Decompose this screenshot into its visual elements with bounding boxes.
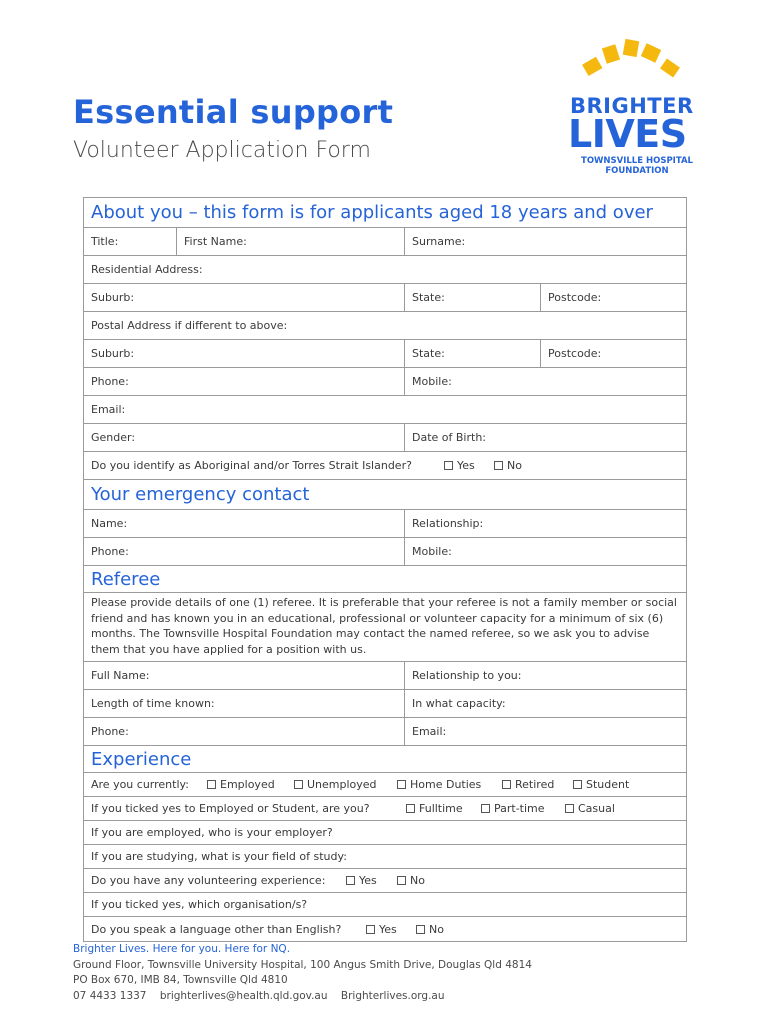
currently-label: Are you currently: <box>91 778 189 791</box>
title-field[interactable]: Title: <box>84 228 177 255</box>
email-field[interactable]: Email: <box>91 403 126 416</box>
postcode-field[interactable]: Postcode: <box>548 291 602 304</box>
study-row <box>84 845 686 869</box>
option-home-duties[interactable]: Home Duties <box>397 778 481 791</box>
checkbox-icon <box>294 780 303 789</box>
study-field[interactable]: If you are studying, what is your field of study: <box>91 850 347 863</box>
option-student[interactable]: Student <box>573 778 629 791</box>
postal-suburb-row <box>84 340 686 368</box>
organisations-row <box>84 893 686 917</box>
referee-phone-field[interactable]: Phone: <box>84 718 405 745</box>
checkbox-icon <box>406 804 415 813</box>
checkbox-icon <box>397 780 406 789</box>
postal-postcode-field[interactable]: Postcode: <box>548 347 602 360</box>
checkbox-icon <box>573 780 582 789</box>
emergency-name-field[interactable]: Name: <box>84 510 405 537</box>
gender-field[interactable]: Gender: <box>84 424 405 451</box>
state-field[interactable]: State: <box>405 284 541 311</box>
referee-relationship-field[interactable]: Relationship to you: <box>412 669 522 682</box>
suburb-field[interactable]: Suburb: <box>84 284 405 311</box>
phone-row <box>84 368 686 396</box>
atsi-question: Do you identify as Aboriginal and/or Torres Strait Islander? <box>91 459 412 472</box>
ticked-row <box>84 797 686 821</box>
atsi-yes-option[interactable]: Yes <box>444 459 475 472</box>
checkbox-icon <box>502 780 511 789</box>
footer-tagline: Brighter Lives. Here for you. Here for NQ. <box>73 943 291 955</box>
phone-field[interactable]: Phone: <box>84 368 405 395</box>
checkbox-icon <box>481 804 490 813</box>
checkbox-icon <box>494 461 503 470</box>
employer-row <box>84 821 686 845</box>
checkbox-icon <box>416 925 425 934</box>
surname-field[interactable]: Surname: <box>412 235 466 248</box>
gender-row <box>84 424 686 452</box>
language-no-option[interactable]: No <box>416 923 444 936</box>
language-row <box>84 917 686 941</box>
volunteer-no-option[interactable]: No <box>397 874 425 887</box>
volunteer-label: Do you have any volunteering experience: <box>91 874 326 887</box>
footer-email[interactable]: brighterlives@health.qld.gov.au <box>159 989 328 1002</box>
option-retired[interactable]: Retired <box>502 778 554 791</box>
suburb-row <box>84 284 686 312</box>
option-part-time[interactable]: Part-time <box>481 802 545 815</box>
referee-phone-row <box>84 718 686 746</box>
residential-address-row <box>84 256 686 284</box>
referee-name-row <box>84 662 686 690</box>
referee-capacity-field[interactable]: In what capacity: <box>412 697 506 710</box>
referee-length-field[interactable]: Length of time known: <box>84 690 405 717</box>
volunteer-yes-option[interactable]: Yes <box>346 874 377 887</box>
referee-email-field[interactable]: Email: <box>412 725 447 738</box>
email-row <box>84 396 686 424</box>
option-unemployed[interactable]: Unemployed <box>294 778 377 791</box>
date-of-birth-field[interactable]: Date of Birth: <box>412 431 487 444</box>
residential-address-field[interactable]: Residential Address: <box>91 263 203 276</box>
checkbox-icon <box>346 876 355 885</box>
emergency-phone-field[interactable]: Phone: <box>84 538 405 565</box>
atsi-no-option[interactable]: No <box>494 459 522 472</box>
page-footer <box>73 942 532 1004</box>
section-heading-about: About you – this form is for applicants aged 18 years and over <box>84 198 686 228</box>
emergency-name-row <box>84 510 686 538</box>
logo-word-lives: LIVES <box>568 112 687 156</box>
first-name-field[interactable]: First Name: <box>177 228 405 255</box>
checkbox-icon <box>444 461 453 470</box>
checkbox-icon <box>397 876 406 885</box>
logo-org-line1: TOWNSVILLE HOSPITAL <box>581 156 693 166</box>
section-heading-referee: Referee <box>84 566 686 593</box>
application-form <box>83 197 687 942</box>
language-yes-option[interactable]: Yes <box>366 923 397 936</box>
page-subtitle: Volunteer Application Form <box>73 138 371 163</box>
language-label: Do you speak a language other than English? <box>91 922 342 936</box>
postal-address-row <box>84 312 686 340</box>
option-employed[interactable]: Employed <box>207 778 275 791</box>
postal-address-field[interactable]: Postal Address if different to above: <box>91 319 288 332</box>
ticked-label: If you ticked yes to Employed or Student, are you? <box>91 802 370 815</box>
postal-suburb-field[interactable]: Suburb: <box>84 340 405 367</box>
footer-address-line1: Ground Floor, Townsville University Hospital, 100 Angus Smith Drive, Douglas Qld 4814 <box>73 958 532 971</box>
checkbox-icon <box>565 804 574 813</box>
emergency-relationship-field[interactable]: Relationship: <box>412 517 484 530</box>
emergency-phone-row <box>84 538 686 566</box>
emergency-mobile-field[interactable]: Mobile: <box>412 545 452 558</box>
section-heading-experience: Experience <box>84 746 686 773</box>
logo-org-line2: FOUNDATION <box>605 166 669 176</box>
logo-word-brighter: BRIGHTER <box>570 94 694 118</box>
employer-field[interactable]: If you are employed, who is your employer? <box>91 826 333 839</box>
volunteer-row <box>84 869 686 893</box>
page-title: Essential support <box>73 93 394 131</box>
footer-website[interactable]: Brighterlives.org.au <box>340 989 445 1002</box>
organisations-field[interactable]: If you ticked yes, which organisation/s? <box>91 898 308 911</box>
currently-row <box>84 773 686 797</box>
mobile-field[interactable]: Mobile: <box>412 375 452 388</box>
option-casual[interactable]: Casual <box>565 802 615 815</box>
brighter-lives-logo <box>566 38 706 178</box>
referee-full-name-field[interactable]: Full Name: <box>84 662 405 689</box>
sun-rays-icon <box>566 38 706 88</box>
name-row <box>84 228 686 256</box>
referee-length-row <box>84 690 686 718</box>
option-fulltime[interactable]: Fulltime <box>406 802 463 815</box>
atsi-row <box>84 452 686 480</box>
footer-phone: 07 4433 1337 <box>73 989 147 1002</box>
checkbox-icon <box>366 925 375 934</box>
referee-intro: Please provide details of one (1) referee. It is preferable that your referee is not a family member or social friend and has known you in an educational, professional or volunteer capacity for a minimum of six (6) months. The Townsville Hospital Foundation may contact the named referee, so we ask you to advise them that you have applied for a position with us. <box>84 593 686 662</box>
section-heading-emergency: Your emergency contact <box>84 480 686 510</box>
footer-contact-line <box>73 989 532 1005</box>
postal-state-field[interactable]: State: <box>405 340 541 367</box>
checkbox-icon <box>207 780 216 789</box>
footer-address-line2: PO Box 670, IMB 84, Townsville Qld 4810 <box>73 974 288 986</box>
